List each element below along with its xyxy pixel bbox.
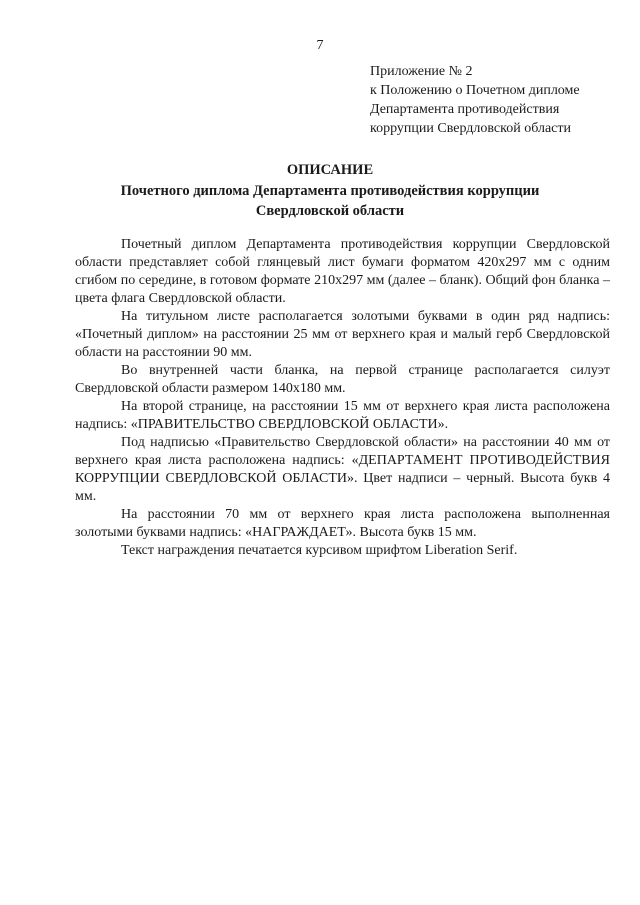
paragraph: На расстоянии 70 мм от верхнего края листа расположена выполненная золотыми буквами надпись: «НАГРАЖДАЕТ». Высота букв 15 мм. bbox=[75, 507, 610, 540]
paragraph: На второй странице, на расстоянии 15 мм от верхнего края листа расположена надпись: «ПРАВИТЕЛЬСТВО СВЕРДЛОВСКОЙ ОБЛАСТИ». bbox=[75, 399, 610, 432]
page-number: 7 bbox=[316, 38, 324, 53]
document-title: ОПИСАНИЕ bbox=[286, 162, 374, 178]
paragraph: Во внутренней части бланка, на первой странице располагается силуэт Свердловской области размером 140x180 мм. bbox=[75, 363, 610, 396]
appendix-line: Департамента противодействия bbox=[370, 102, 560, 117]
paragraph: Под надписью «Правительство Свердловской области» на расстоянии 40 мм от верхнего края листа расположена надпись: «ДЕПАРТАМЕНТ ПРОТИВОДЕЙСТВИЯ КОРРУПЦИИ СВЕРДЛОВСКОЙ ОБЛАСТИ». Цвет надписи – черный. Высота букв 4 мм. bbox=[75, 435, 610, 504]
paragraph: Почетный диплом Департамента противодействия коррупции Свердловской области представляет собой глянцевый лист бумаги форматом 420x297 мм с одним сгибом по середине, в готовом формате 210x297 мм (далее – бланк). Общий фон бланка – цвета флага Свердловской области. bbox=[75, 237, 610, 306]
document-heading bbox=[60, 160, 600, 221]
paragraph: На титульном листе располагается золотыми буквами в один ряд надпись: «Почетный диплом» на расстоянии 25 мм от верхнего края и малый герб Свердловской области на расстоянии 90 мм. bbox=[75, 309, 610, 360]
appendix-line: Приложение № 2 bbox=[370, 64, 473, 79]
paragraph: Текст награждения печатается курсивом шрифтом Liberation Serif. bbox=[121, 543, 518, 558]
appendix-note bbox=[370, 62, 630, 138]
appendix-line: к Положению о Почетном дипломе bbox=[370, 83, 580, 98]
document-subtitle-line: Почетного диплома Департамента противодействия коррупции bbox=[120, 183, 540, 199]
document-body bbox=[75, 236, 610, 560]
document-subtitle-line: Свердловской области bbox=[255, 203, 405, 219]
appendix-line: коррупции Свердловской области bbox=[370, 121, 572, 136]
